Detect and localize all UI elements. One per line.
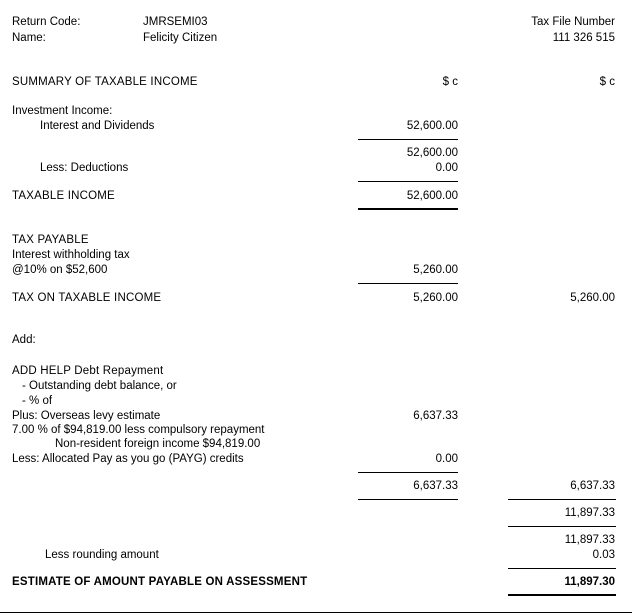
withholding-rate-label: @10% on $52,600 xyxy=(12,264,108,276)
add-help-debt-row xyxy=(0,363,632,379)
percent-of-row xyxy=(0,393,632,409)
investment-income-label: Investment Income: xyxy=(12,105,113,117)
levy-detail-label: 7.00 % of $94,819.00 less compulsory repayment xyxy=(12,424,265,436)
tax-on-taxable-income-value-a: 5,260.00 xyxy=(413,292,458,304)
tax-payable-row xyxy=(0,232,632,248)
rule-under-deductions xyxy=(358,181,458,182)
taxable-income-label: TAXABLE INCOME xyxy=(12,190,115,202)
percent-of-label: - % of xyxy=(22,395,53,407)
summary-title-row xyxy=(0,74,632,90)
taxable-income-value: 52,600.00 xyxy=(406,190,458,202)
estimate-row xyxy=(0,574,632,590)
running-total-value: 11,897.33 xyxy=(564,507,615,519)
less-deductions-row xyxy=(0,160,632,176)
name-value: Felicity Citizen xyxy=(143,32,218,44)
rule-under-estimate xyxy=(508,594,616,596)
outstanding-debt-row xyxy=(0,378,632,394)
rule-under-interest xyxy=(358,139,458,140)
payg-credits-value: 0.00 xyxy=(435,453,458,465)
investment-income-row xyxy=(0,103,632,119)
rule-under-withholding xyxy=(358,283,458,284)
return-code-value: JMRSEMI03 xyxy=(143,16,208,28)
tax-on-taxable-income-label: TAX ON TAXABLE INCOME xyxy=(12,292,162,304)
running-total-2-row xyxy=(0,532,632,548)
interest-and-dividends-value: 52,600.00 xyxy=(406,120,458,132)
outstanding-debt-label: - Outstanding debt balance, or xyxy=(22,380,177,392)
levy-subtotal-value-a: 6,637.33 xyxy=(413,480,458,492)
running-total-row xyxy=(0,505,632,521)
withholding-rate-value: 5,260.00 xyxy=(413,264,458,276)
return-code-label: Return Code: xyxy=(12,16,81,28)
withholding-rate-row xyxy=(0,262,632,278)
name-label: Name: xyxy=(12,32,46,44)
estimate-value: 11,897.30 xyxy=(564,576,615,588)
rule-under-subtotal-b xyxy=(508,499,616,500)
rule-under-payg xyxy=(358,472,458,473)
overseas-levy-label: Plus: Overseas levy estimate xyxy=(12,410,161,422)
rule-under-running-total xyxy=(508,526,616,527)
add-help-debt-label: ADD HELP Debt Repayment xyxy=(12,365,164,377)
non-resident-income-label: Non-resident foreign income $94,819.00 xyxy=(55,438,261,450)
interest-withholding-tax-row xyxy=(0,247,632,263)
tax-on-taxable-income-row xyxy=(0,290,632,306)
tax-file-number-value: 111 326 515 xyxy=(552,32,615,44)
income-subtotal-value: 52,600.00 xyxy=(406,147,458,159)
add-row xyxy=(0,332,632,348)
rule-under-rounding xyxy=(508,568,616,569)
tax-on-taxable-income-value-b: 5,260.00 xyxy=(570,292,615,304)
less-deductions-value: 0.00 xyxy=(435,162,458,174)
column-header-a: $ c xyxy=(442,76,458,88)
running-total-2-value: 11,897.33 xyxy=(564,534,615,546)
header-name-row xyxy=(0,30,632,46)
rule-under-subtotal-a xyxy=(358,499,458,500)
payg-credits-label: Less: Allocated Pay as you go (PAYG) credits xyxy=(12,453,244,465)
income-subtotal-row xyxy=(0,145,632,161)
less-deductions-label: Less: Deductions xyxy=(40,162,129,174)
summary-of-taxable-income-title: SUMMARY OF TAXABLE INCOME xyxy=(12,76,198,88)
estimate-label: ESTIMATE OF AMOUNT PAYABLE ON ASSESSMENT xyxy=(12,576,308,588)
column-header-b: $ c xyxy=(599,76,615,88)
non-resident-income-row xyxy=(0,436,632,452)
interest-and-dividends-row xyxy=(0,118,632,134)
tax-file-number-label: Tax File Number xyxy=(531,16,615,28)
tax-payable-label: TAX PAYABLE xyxy=(12,234,89,246)
less-rounding-row xyxy=(0,547,632,563)
levy-subtotal-value-b: 6,637.33 xyxy=(570,480,615,492)
payg-credits-row xyxy=(0,451,632,467)
levy-subtotal-row xyxy=(0,478,632,494)
taxable-income-row xyxy=(0,188,632,204)
less-rounding-value: 0.03 xyxy=(592,549,615,561)
overseas-levy-value: 6,637.33 xyxy=(413,410,458,422)
less-rounding-label: Less rounding amount xyxy=(45,549,159,561)
interest-withholding-tax-label: Interest withholding tax xyxy=(12,249,130,261)
header-return-code-row xyxy=(0,14,632,30)
interest-and-dividends-label: Interest and Dividends xyxy=(40,120,155,132)
add-label: Add: xyxy=(12,334,36,346)
rule-under-taxable-income xyxy=(358,208,458,210)
